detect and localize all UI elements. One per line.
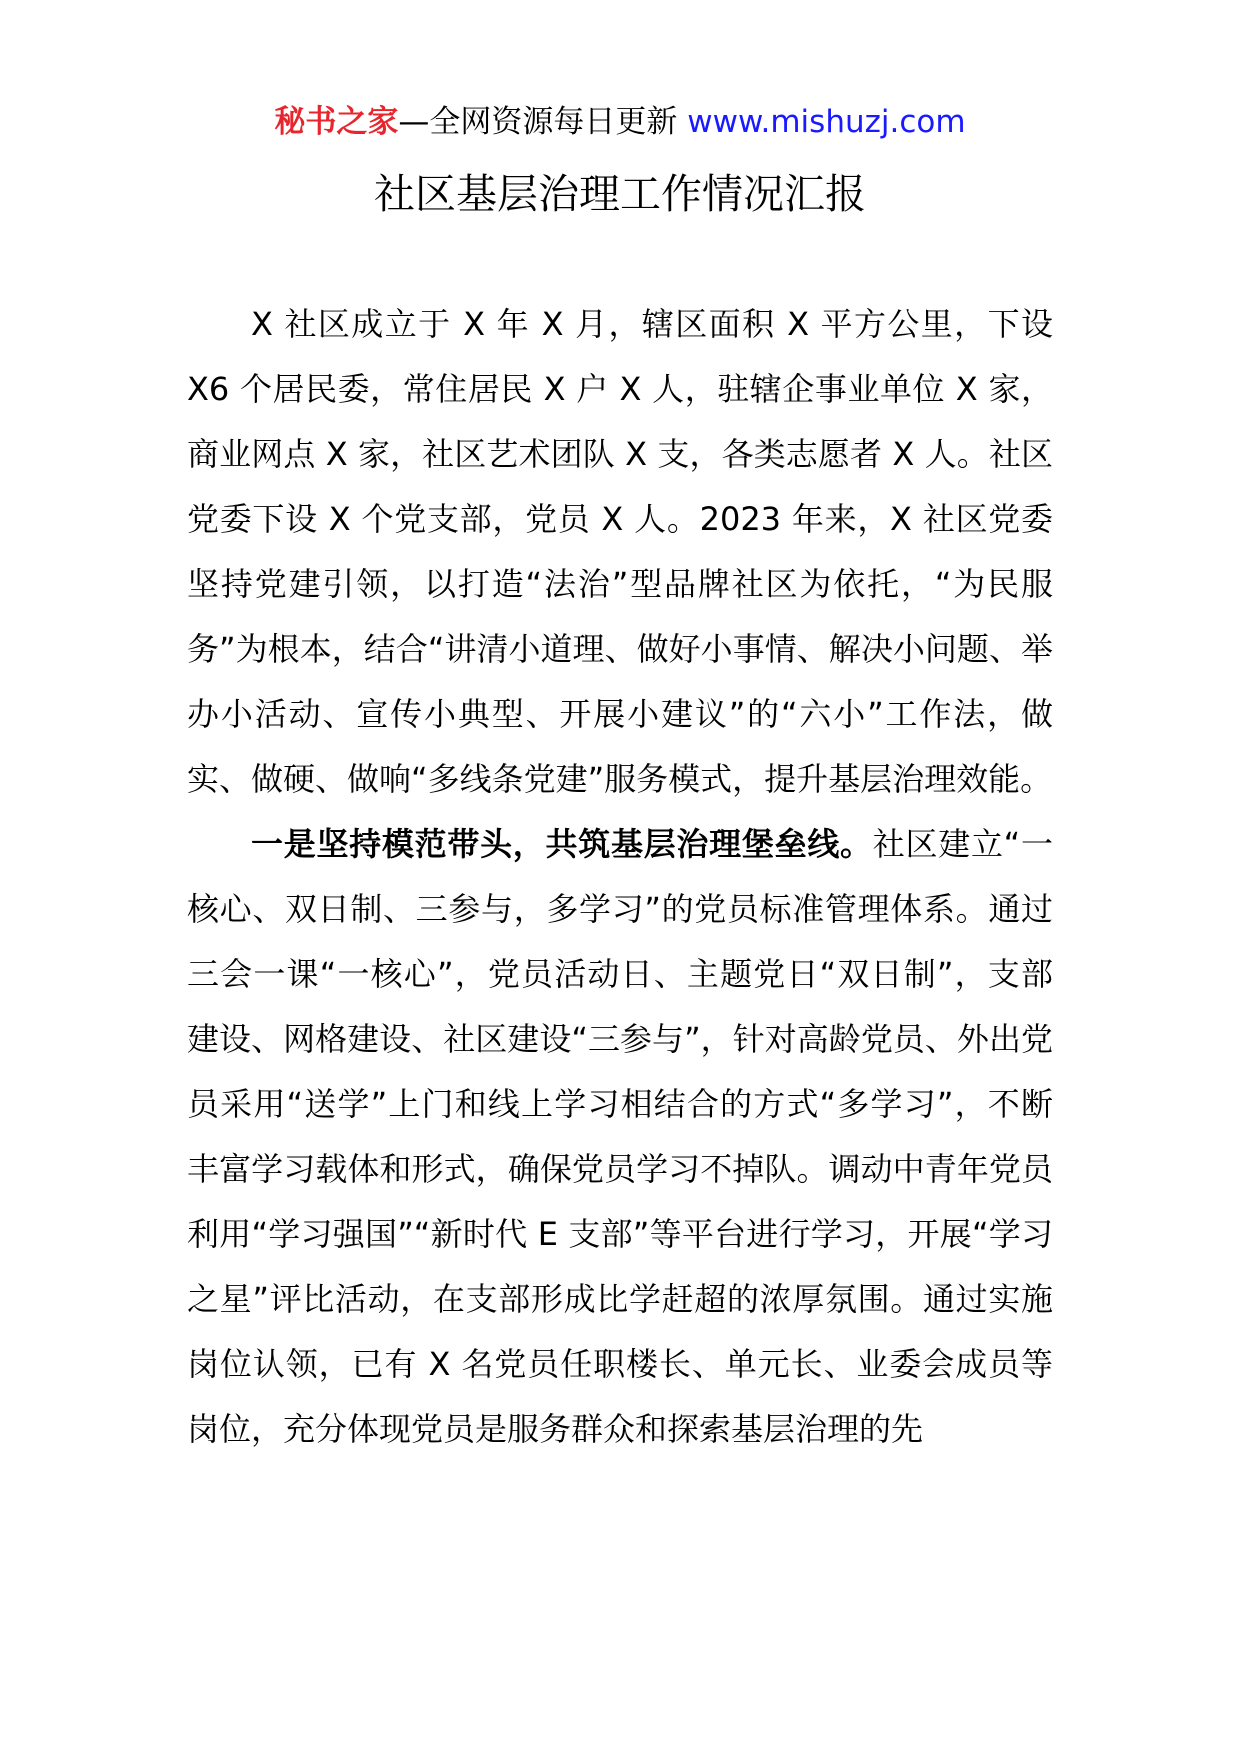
paragraph-section-one: [187, 812, 1053, 1462]
section-one-text: 社区建立“一核心、双日制、三参与，多学习”的党员标准管理体系。通过三会一课“一核心”，党员活动日、主题党日“双日制”，支部建设、网格建设、社区建设“三参与”，针对高龄党员、外出党员采用“送学”上门和线上学习相结合的方式“多学习”，不断丰富学习载体和形式，确保党员学习不掉队。调动中青年党员利用“学习强国”“新时代 E 支部”等平台进行学习，开展“学习之星”评比活动，在支部形成比学赶超的浓厚氛围。通过实施岗位认领，已有 X 名党员任职楼长、单元长、业委会成员等岗位，充分体现党员是服务群众和探索基层治理的先: [187, 825, 1053, 1448]
site-header: [0, 100, 1240, 144]
site-url-link[interactable]: www.mishuzj.com: [687, 104, 966, 140]
document-title: 社区基层治理工作情况汇报: [374, 170, 866, 218]
paragraph-intro: X 社区成立于 X 年 X 月，辖区面积 X 平方公里，下设 X6 个居民委，常住居民 X 户 X 人，驻辖企事业单位 X 家，商业网点 X 家，社区艺术团队 X 支，各类志愿者 X 人。社区党委下设 X 个党支部，党员 X 人。2023 年来，X 社区党委坚持党建引领，以打造“法治”型品牌社区为依托，“为民服务”为根本，结合“讲清小道理、做好小事情、解决小问题、举办小活动、宣传小典型、开展小建议”的“六小”工作法，做实、做硬、做响“多线条党建”服务模式，提升基层治理效能。: [187, 305, 1053, 798]
document-body: [187, 292, 1053, 1462]
brand-name: 秘书之家: [274, 104, 399, 140]
section-one-heading: 一是坚持模范带头，共筑基层治理堡垒线。: [251, 825, 873, 863]
header-slogan: —全网资源每日更新: [398, 104, 678, 140]
